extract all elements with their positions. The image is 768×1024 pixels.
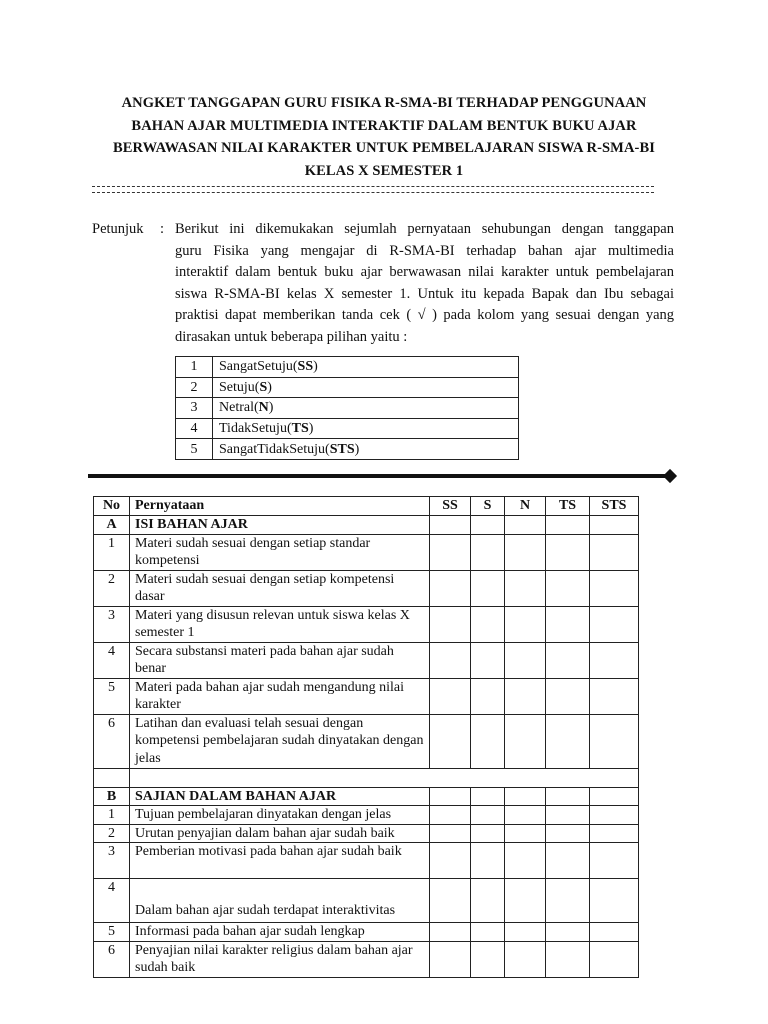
- header-n: N: [505, 497, 546, 516]
- rating-cell[interactable]: [590, 824, 639, 843]
- scale-label: [213, 418, 519, 439]
- arrow-divider-line: [88, 474, 668, 478]
- table-row: [94, 678, 639, 714]
- scale-row: [176, 418, 519, 439]
- header-no: No: [94, 497, 130, 516]
- item-statement: Secara substansi materi pada bahan ajar sudah benar: [130, 642, 430, 678]
- rating-cell[interactable]: [471, 824, 505, 843]
- item-statement: Penyajian nilai karakter religius dalam bahan ajar sudah baik: [130, 941, 430, 977]
- rating-cell[interactable]: [471, 516, 505, 535]
- item-number: 5: [94, 678, 130, 714]
- rating-cell[interactable]: [590, 923, 639, 942]
- rating-cell[interactable]: [546, 606, 590, 642]
- rating-cell[interactable]: [471, 941, 505, 977]
- petunjuk-line: Berikut ini dikemukakan sejumlah pernyataan sehubungan dengan tanggapan: [175, 221, 674, 237]
- scale-close: ): [268, 400, 274, 416]
- title-line-1: ANGKET TANGGAPAN GURU FISIKA R-SMA-BI TERHADAP PENGGUNAAN: [121, 95, 647, 111]
- scale-close: ): [308, 421, 314, 437]
- section-b-row: [94, 787, 639, 806]
- rating-cell[interactable]: [471, 923, 505, 942]
- document-title: [88, 92, 680, 182]
- scale-text: Netral(: [219, 400, 259, 416]
- rating-cell[interactable]: [590, 570, 639, 606]
- spacer-cell: [94, 768, 130, 787]
- spacer-row: [94, 768, 639, 787]
- scale-label: [213, 357, 519, 378]
- scale-row: [176, 398, 519, 419]
- item-statement: Materi pada bahan ajar sudah mengandung nilai karakter: [130, 678, 430, 714]
- title-line-2: BAHAN AJAR MULTIMEDIA INTERAKTIF DALAM BENTUK BUKU AJAR: [131, 117, 637, 134]
- rating-cell[interactable]: [590, 534, 639, 570]
- scale-text: SangatTidakSetuju(: [219, 441, 330, 457]
- item-statement: Dalam bahan ajar sudah terdapat interaktivitas: [130, 879, 430, 923]
- header-sts: STS: [590, 497, 639, 516]
- rating-cell[interactable]: [430, 642, 471, 678]
- scale-number: 4: [176, 418, 213, 439]
- table-row: [94, 923, 639, 942]
- rating-cell[interactable]: [430, 824, 471, 843]
- item-number: 4: [94, 642, 130, 678]
- rating-cell[interactable]: [430, 516, 471, 535]
- rating-cell[interactable]: [590, 642, 639, 678]
- table-row: [94, 570, 639, 606]
- table-header-row: [94, 497, 639, 516]
- rating-cell[interactable]: [546, 806, 590, 825]
- scale-number: 2: [176, 377, 213, 398]
- rating-cell[interactable]: [430, 843, 471, 879]
- scale-close: ): [313, 359, 318, 375]
- rating-cell[interactable]: [505, 714, 546, 768]
- table-row: [94, 843, 639, 879]
- rating-cell[interactable]: [430, 678, 471, 714]
- scale-code: SS: [297, 359, 314, 375]
- item-statement: Materi sudah sesuai dengan setiap kompetensi dasar: [130, 570, 430, 606]
- questionnaire-table: [93, 496, 639, 978]
- scale-code: TS: [291, 421, 309, 437]
- rating-cell[interactable]: [505, 824, 546, 843]
- rating-cell[interactable]: [505, 787, 546, 806]
- petunjuk-colon: :: [160, 221, 165, 237]
- rating-cell[interactable]: [546, 570, 590, 606]
- section-a-title: ISI BAHAN AJAR: [130, 516, 430, 535]
- table-row: [94, 606, 639, 642]
- spacer-cell: [130, 768, 639, 787]
- scale-label: [213, 439, 519, 460]
- rating-scale-table: [175, 356, 519, 460]
- rating-cell[interactable]: [471, 714, 505, 768]
- rating-cell[interactable]: [505, 941, 546, 977]
- scale-close: ): [354, 441, 360, 457]
- rating-cell[interactable]: [430, 941, 471, 977]
- rating-cell[interactable]: [505, 606, 546, 642]
- rating-cell[interactable]: [546, 824, 590, 843]
- item-statement: Tujuan pembelajaran dinyatakan dengan jelas: [130, 806, 430, 825]
- rating-cell[interactable]: [546, 642, 590, 678]
- rating-cell[interactable]: [546, 516, 590, 535]
- rating-cell[interactable]: [505, 806, 546, 825]
- section-a-code: A: [94, 516, 130, 535]
- scale-label: [213, 398, 519, 419]
- dashed-divider: [92, 186, 654, 193]
- rating-cell[interactable]: [430, 787, 471, 806]
- rating-cell[interactable]: [430, 714, 471, 768]
- rating-cell[interactable]: [430, 879, 471, 923]
- item-number: 6: [94, 714, 130, 768]
- item-number: 3: [94, 843, 130, 879]
- rating-cell[interactable]: [471, 534, 505, 570]
- item-statement: Latihan dan evaluasi telah sesuai dengan kompetensi pembelajaran sudah dinyatakan dengan jelas: [130, 714, 430, 768]
- rating-cell[interactable]: [505, 642, 546, 678]
- table-row: [94, 806, 639, 825]
- rating-cell[interactable]: [590, 787, 639, 806]
- table-row: [94, 824, 639, 843]
- rating-cell[interactable]: [471, 642, 505, 678]
- header-pernyataan: Pernyataan: [130, 497, 430, 516]
- scale-code: S: [259, 379, 268, 395]
- rating-cell[interactable]: [590, 806, 639, 825]
- rating-cell[interactable]: [590, 941, 639, 977]
- scale-close: ): [267, 379, 272, 395]
- item-number: 6: [94, 941, 130, 977]
- petunjuk-label: Petunjuk: [92, 221, 144, 237]
- rating-cell[interactable]: [590, 714, 639, 768]
- rating-cell[interactable]: [430, 606, 471, 642]
- table-row: [94, 941, 639, 977]
- petunjuk-line: interaktif dalam bentuk buku ajar berwawasan nilai karakter untuk pembelajaran: [175, 264, 674, 280]
- section-a-row: [94, 516, 639, 535]
- rating-cell[interactable]: [471, 570, 505, 606]
- rating-cell[interactable]: [505, 923, 546, 942]
- rating-cell[interactable]: [471, 678, 505, 714]
- item-number: 5: [94, 923, 130, 942]
- item-statement: Materi yang disusun relevan untuk siswa kelas X semester 1: [130, 606, 430, 642]
- rating-cell[interactable]: [546, 534, 590, 570]
- scale-row: [176, 439, 519, 460]
- rating-cell[interactable]: [471, 879, 505, 923]
- rating-cell[interactable]: [505, 516, 546, 535]
- scale-row: [176, 357, 519, 378]
- rating-cell[interactable]: [430, 806, 471, 825]
- header-ss: SS: [430, 497, 471, 516]
- diamond-arrow-head-icon: [663, 469, 677, 483]
- item-number: 2: [94, 570, 130, 606]
- item-number: 1: [94, 534, 130, 570]
- scale-code: N: [258, 400, 269, 416]
- scale-text: SangatSetuju(: [219, 359, 298, 375]
- table-row: [94, 714, 639, 768]
- rating-cell[interactable]: [546, 787, 590, 806]
- table-row: [94, 642, 639, 678]
- rating-cell[interactable]: [471, 787, 505, 806]
- item-statement: Materi sudah sesuai dengan setiap standar kompetensi: [130, 534, 430, 570]
- item-number: 1: [94, 806, 130, 825]
- rating-cell[interactable]: [590, 516, 639, 535]
- scale-text: Setuju(: [219, 379, 260, 395]
- scale-text: TidakSetuju(: [219, 421, 292, 437]
- item-statement: Pemberian motivasi pada bahan ajar sudah baik: [130, 843, 430, 879]
- table-row: [94, 879, 639, 923]
- rating-cell[interactable]: [430, 534, 471, 570]
- scale-code: STS: [329, 441, 355, 457]
- section-b-title: SAJIAN DALAM BAHAN AJAR: [130, 787, 430, 806]
- item-number: 3: [94, 606, 130, 642]
- rating-cell[interactable]: [546, 879, 590, 923]
- rating-cell[interactable]: [471, 606, 505, 642]
- item-number: 4: [94, 879, 130, 923]
- petunjuk-line: praktisi dapat memberikan tanda cek ( √ ) pada kolom yang sesuai dengan yang: [175, 307, 674, 323]
- rating-cell[interactable]: [590, 879, 639, 923]
- rating-cell[interactable]: [430, 923, 471, 942]
- petunjuk-line: guru Fisika yang mengajar di R-SMA-BI terhadap bahan ajar multimedia: [175, 242, 674, 259]
- rating-cell[interactable]: [590, 606, 639, 642]
- title-line-4: KELAS X SEMESTER 1: [304, 162, 464, 179]
- rating-cell[interactable]: [546, 923, 590, 942]
- scale-label: [213, 377, 519, 398]
- rating-cell[interactable]: [546, 843, 590, 879]
- rating-cell[interactable]: [430, 570, 471, 606]
- scale-number: 5: [176, 439, 213, 460]
- title-line-3: BERWAWASAN NILAI KARAKTER UNTUK PEMBELAJARAN SISWA R-SMA-BI: [113, 140, 655, 156]
- scale-number: 3: [176, 398, 213, 419]
- scale-row: [176, 377, 519, 398]
- rating-cell[interactable]: [505, 879, 546, 923]
- rating-cell[interactable]: [505, 570, 546, 606]
- rating-cell[interactable]: [505, 843, 546, 879]
- rating-cell[interactable]: [546, 941, 590, 977]
- rating-cell[interactable]: [471, 843, 505, 879]
- petunjuk-text: [175, 219, 674, 348]
- rating-cell[interactable]: [590, 843, 639, 879]
- header-s: S: [471, 497, 505, 516]
- section-b-code: B: [94, 787, 130, 806]
- item-statement: Informasi pada bahan ajar sudah lengkap: [130, 923, 430, 942]
- table-row: [94, 534, 639, 570]
- header-ts: TS: [546, 497, 590, 516]
- rating-cell[interactable]: [546, 714, 590, 768]
- item-statement: Urutan penyajian dalam bahan ajar sudah baik: [130, 824, 430, 843]
- item-number: 2: [94, 824, 130, 843]
- rating-cell[interactable]: [505, 678, 546, 714]
- scale-number: 1: [176, 357, 213, 378]
- petunjuk-line: siswa R-SMA-BI kelas X semester 1. Untuk itu kepada Bapak dan Ibu sebagai: [175, 285, 674, 302]
- rating-cell[interactable]: [505, 534, 546, 570]
- rating-cell[interactable]: [546, 678, 590, 714]
- petunjuk-line: dirasakan untuk beberapa pilihan yaitu :: [175, 328, 408, 345]
- rating-cell[interactable]: [590, 678, 639, 714]
- rating-cell[interactable]: [471, 806, 505, 825]
